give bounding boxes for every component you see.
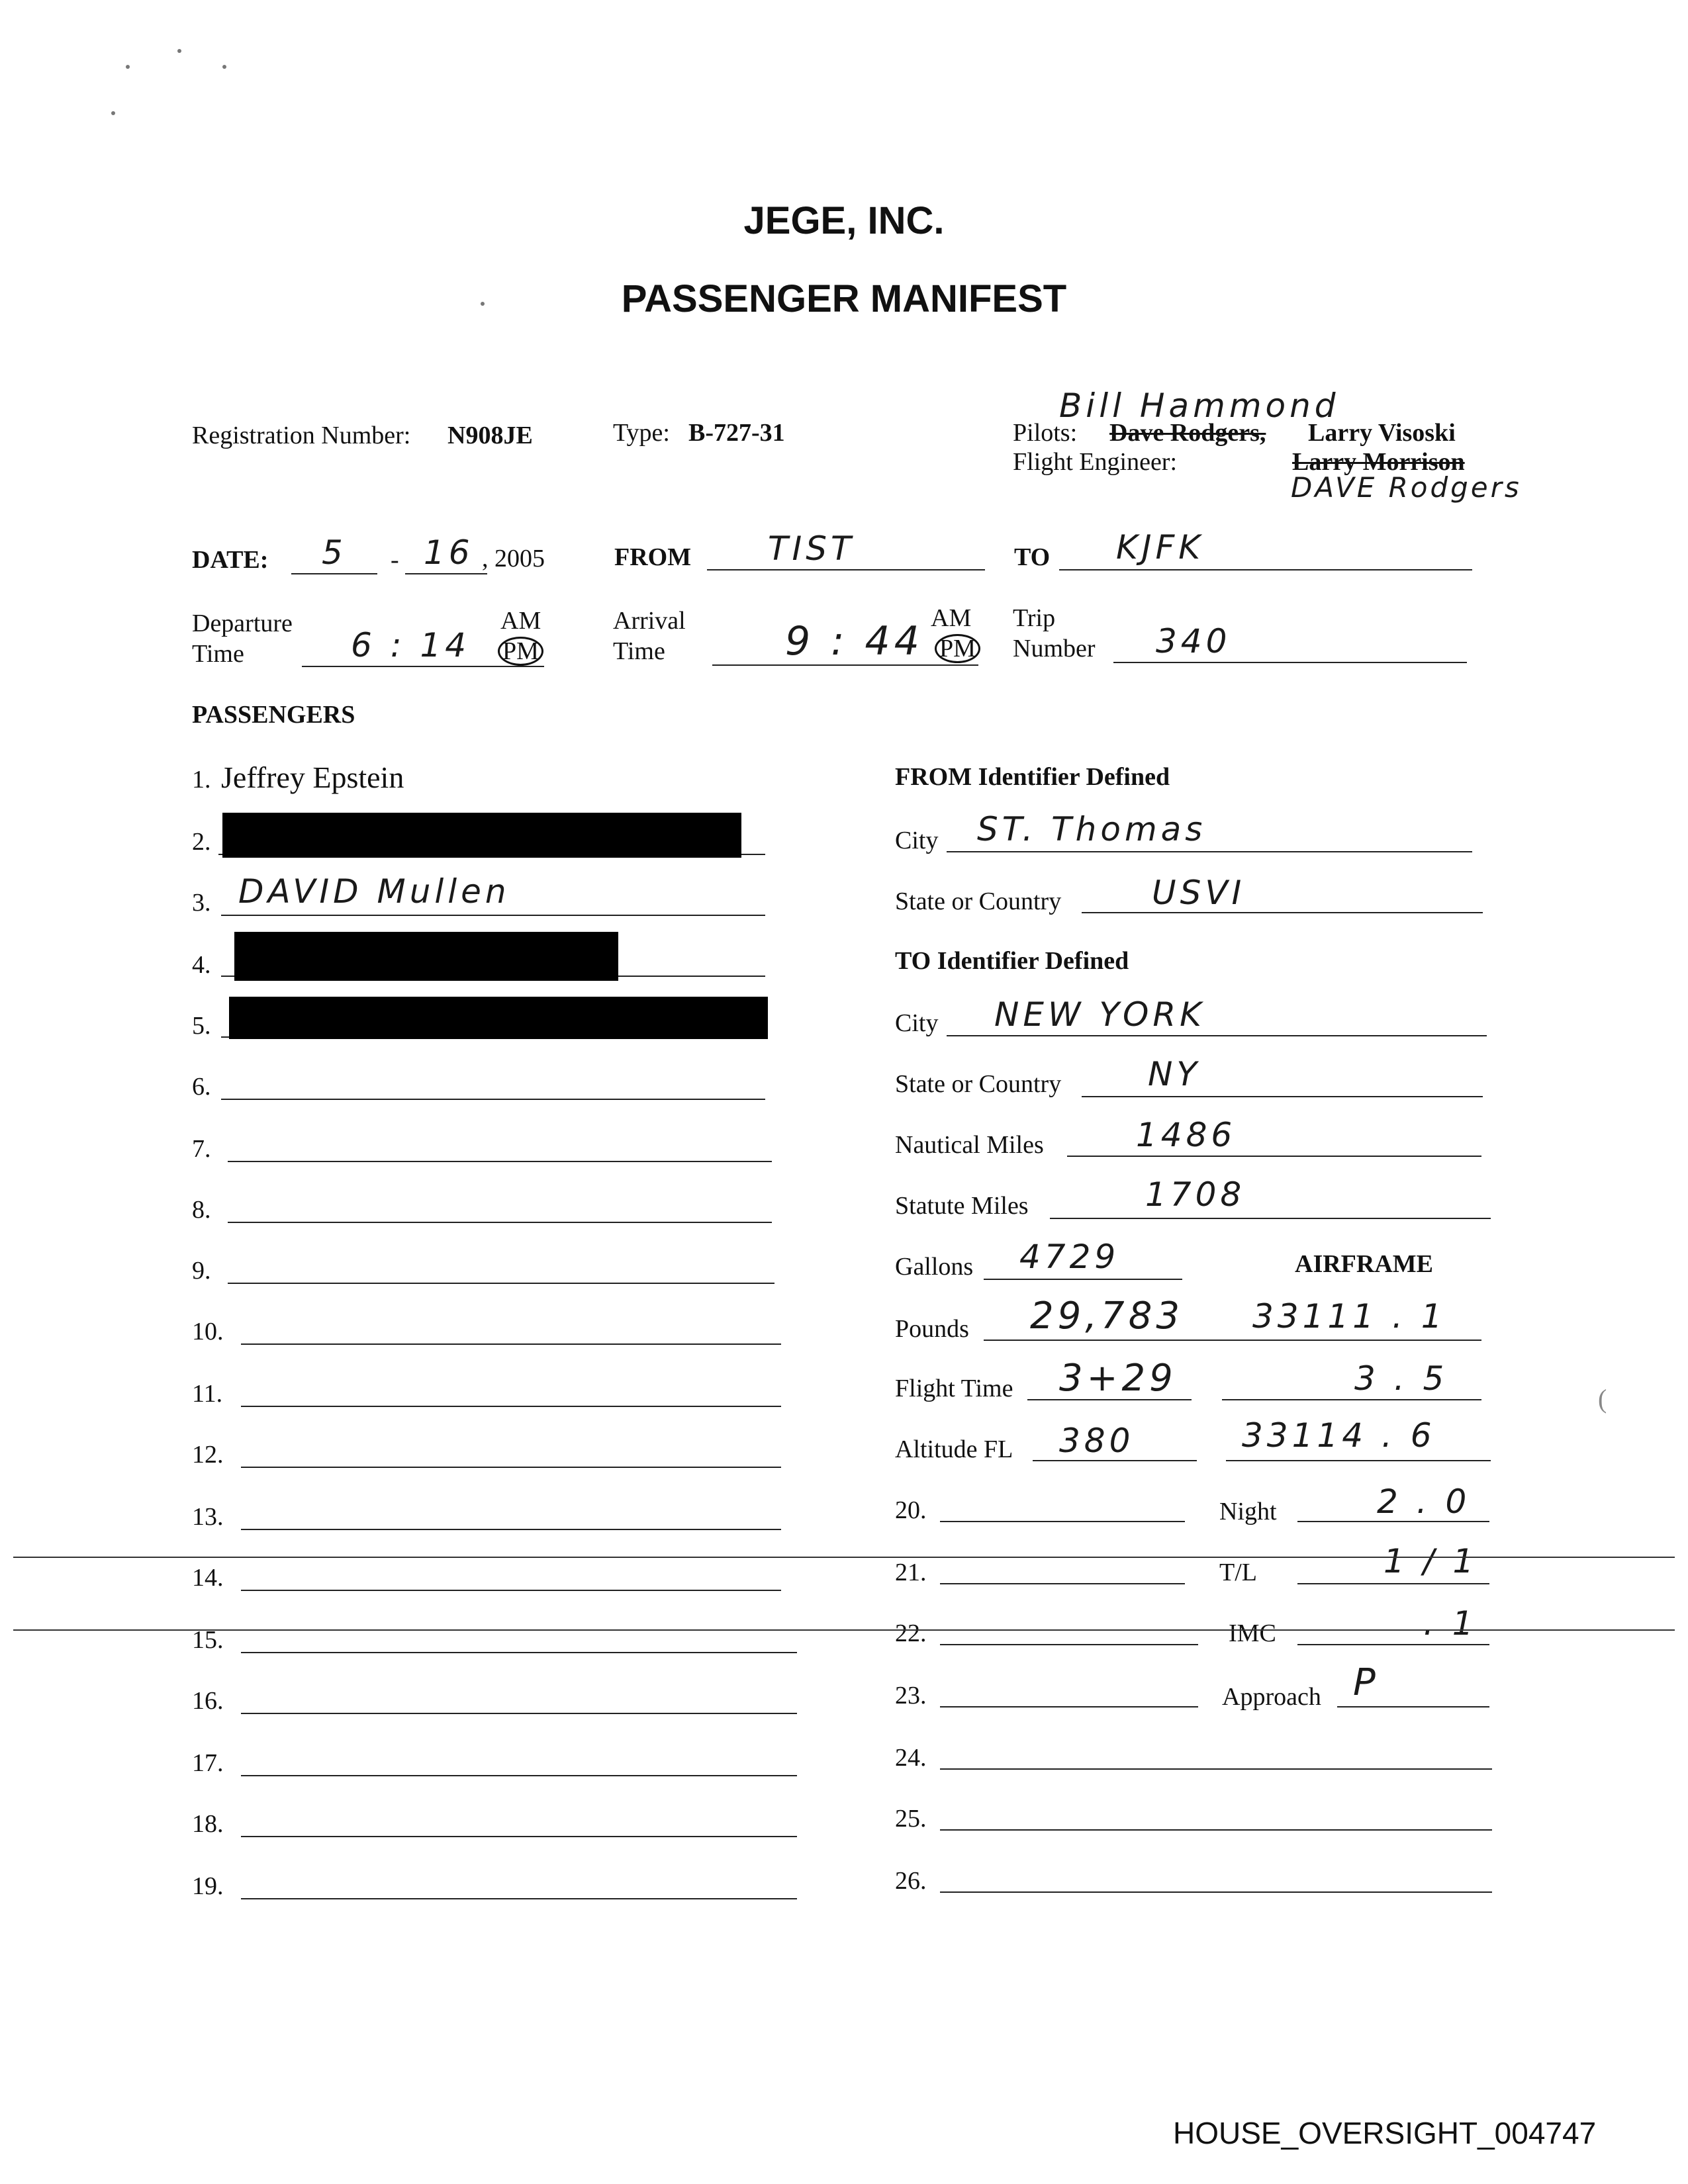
passenger-line [241,1590,781,1591]
nautical-miles-value: 1486 [1136,1116,1237,1154]
airframe-2-line [1222,1399,1481,1400]
passenger-line [241,1775,797,1776]
passenger-row-number: 7. [192,1135,211,1163]
passenger-row-number: 17. [192,1749,224,1777]
passenger-line [241,1836,797,1837]
type-value: B-727-31 [688,419,785,447]
page-title: PASSENGER MANIFEST [621,277,1067,320]
from-city-label: City [895,827,939,854]
type-label: Type: [613,419,670,447]
passenger-row-number: 18. [192,1810,224,1838]
company-name: JEGE, INC. [743,199,945,242]
right-row-number: 25. [895,1805,927,1833]
nautical-miles-line [1067,1156,1481,1157]
arrival-pm-wrap [935,634,980,663]
registration-value: N908JE [447,422,533,449]
departure-am: AM [500,607,541,635]
passenger-line [221,1099,765,1100]
flight-time-value: 3+29 [1059,1357,1177,1400]
scan-speck [177,49,181,53]
statute-miles-line [1050,1218,1491,1219]
passenger-name-handwritten: DAVID Mullen [238,872,510,911]
passenger-line [241,1898,797,1899]
passenger-row-number: 13. [192,1503,224,1531]
date-dash: - [391,546,399,574]
margin-mark: ( [1598,1384,1607,1414]
arrival-value: 9 : 44 [785,618,923,664]
arrival-label-2: Time [613,637,665,665]
arrival-line [712,664,978,666]
from-city-value: ST. Thomas [977,810,1207,848]
passenger-line [241,1529,781,1530]
passenger-row-number: 6. [192,1073,211,1101]
passenger-line [241,1713,797,1714]
right-row-line [940,1644,1198,1645]
right-row-line [940,1706,1198,1707]
tl-label: T/L [1219,1559,1257,1586]
altitude-label: Altitude FL [895,1435,1013,1463]
imc-line [1297,1644,1489,1645]
arrival-pm-circled: PM [935,634,980,663]
passenger-row-number: 5. [192,1012,211,1040]
passenger-row-number: 19. [192,1872,224,1900]
from-state-line [1082,912,1483,913]
pilots-label: Pilots: [1013,419,1078,447]
right-row-number: 20. [895,1496,927,1524]
night-label: Night [1219,1498,1277,1525]
scan-speck [126,65,130,69]
right-row-line [940,1521,1185,1522]
passenger-row-number: 10. [192,1318,224,1345]
gallons-line [984,1279,1182,1280]
passenger-row-number: 12. [192,1441,224,1469]
imc-label: IMC [1229,1619,1276,1647]
scan-speck [111,111,115,115]
engineer-struck: Larry Morrison [1292,448,1465,476]
redaction-box [222,813,741,858]
to-identifier-heading: TO Identifier Defined [895,947,1129,975]
gallons-value: 4729 [1019,1238,1120,1276]
trip-line [1113,662,1467,663]
altitude-line [1033,1460,1197,1461]
to-city-line [947,1035,1487,1036]
registration-label: Registration Number: [192,422,411,449]
flight-time-label: Flight Time [895,1375,1013,1402]
passenger-row-number: 3. [192,889,211,917]
to-label: TO [1014,543,1051,571]
approach-label: Approach [1222,1683,1321,1711]
date-day: 16 [424,533,474,572]
from-state-label: State or Country [895,887,1062,915]
right-row-line [940,1583,1185,1584]
tl-line [1297,1583,1489,1584]
passenger-row-number: 8. [192,1196,211,1224]
pilot-handwritten: Bill Hammond [1059,387,1340,425]
departure-pm-circled: PM [498,637,543,666]
redaction-box [234,932,618,981]
to-state-line [1082,1096,1483,1097]
passenger-row-number: 14. [192,1564,224,1592]
passenger-line [228,1283,774,1284]
trip-label: Trip [1013,604,1056,632]
approach-line [1337,1706,1489,1707]
to-city-label: City [895,1009,939,1037]
right-row-number: 21. [895,1559,927,1586]
night-value: 2 . 0 [1377,1482,1471,1521]
passenger-line [241,1406,781,1407]
passenger-line [241,1652,797,1653]
passenger-row-number: 15. [192,1626,224,1654]
scan-speck [222,65,226,69]
strike-rule [13,1629,1675,1631]
passenger-line [228,1161,772,1162]
pounds-value: 29,783 [1030,1295,1184,1338]
passenger-line [241,1467,781,1468]
pilot-2: Larry Visoski [1308,419,1456,447]
pounds-label: Pounds [895,1315,969,1343]
from-state-value: USVI [1152,874,1246,912]
date-label: DATE: [192,546,269,574]
passengers-heading: PASSENGERS [192,701,355,729]
passenger-row-number: 1. [192,766,211,794]
airframe-heading: AIRFRAME [1295,1250,1433,1278]
night-line [1297,1521,1489,1522]
airframe-value-2: 3 . 5 [1354,1359,1448,1398]
bates-number: HOUSE_OVERSIGHT_004747 [1173,2116,1597,2150]
passenger-line [228,1222,772,1223]
departure-label: Departure [192,610,293,637]
right-row-number: 23. [895,1682,927,1709]
right-row-line [940,1768,1492,1770]
right-row-number: 24. [895,1744,927,1772]
right-row-line [940,1829,1492,1831]
from-city-line [947,851,1472,852]
statute-miles-value: 1708 [1145,1175,1246,1214]
approach-value: P [1353,1661,1380,1704]
statute-miles-label: Statute Miles [895,1192,1029,1220]
from-label: FROM [614,543,692,571]
passenger-name: Jeffrey Epstein [221,760,404,794]
date-month: 5 [322,533,347,572]
airframe-3-line [1226,1460,1491,1461]
from-line [707,569,985,570]
passenger-row-number: 4. [192,951,211,979]
departure-line [302,666,544,667]
altitude-value: 380 [1059,1422,1135,1460]
pilot-struck: Dave Rodgers, [1109,419,1266,447]
to-city-value: NEW YORK [994,995,1205,1034]
tl-value: 1 / 1 [1383,1542,1478,1580]
date-month-line [291,573,377,574]
nautical-miles-label: Nautical Miles [895,1131,1044,1159]
passenger-row-number: 16. [192,1687,224,1715]
to-state-label: State or Country [895,1070,1062,1098]
passenger-row-number: 2. [192,828,211,856]
trip-label-2: Number [1013,635,1096,662]
date-year: , 2005 [482,545,545,572]
airframe-1-line [1219,1340,1481,1341]
date-day-line [405,573,487,574]
strike-rule [13,1557,1675,1558]
to-value: KJFK [1116,528,1205,567]
arrival-label: Arrival [613,607,686,635]
from-identifier-heading: FROM Identifier Defined [895,763,1170,791]
passenger-row-number: 9. [192,1257,211,1285]
right-row-number: 22. [895,1619,927,1647]
airframe-value-1: 33111 . 1 [1252,1297,1446,1336]
trip-value: 340 [1156,622,1231,660]
engineer-label: Flight Engineer: [1013,448,1178,476]
departure-label-2: Time [192,640,244,668]
right-row-line [940,1891,1492,1893]
arrival-am: AM [931,604,972,632]
from-value: TIST [768,529,855,568]
redaction-box [229,997,768,1039]
engineer-handwritten: DAVE Rodgers [1291,471,1522,504]
gallons-label: Gallons [895,1253,974,1281]
departure-value: 6 : 14 [351,626,471,664]
to-state-value: NY [1148,1055,1201,1093]
imc-value: . 1 [1423,1604,1477,1643]
to-line [1059,569,1472,570]
pounds-line [984,1340,1223,1341]
right-row-number: 26. [895,1867,927,1895]
passenger-line [221,915,765,916]
airframe-value-3: 33114 . 6 [1242,1416,1436,1455]
passenger-line [241,1343,781,1345]
passenger-row-number: 11. [192,1380,223,1408]
departure-pm-wrap [498,637,543,666]
